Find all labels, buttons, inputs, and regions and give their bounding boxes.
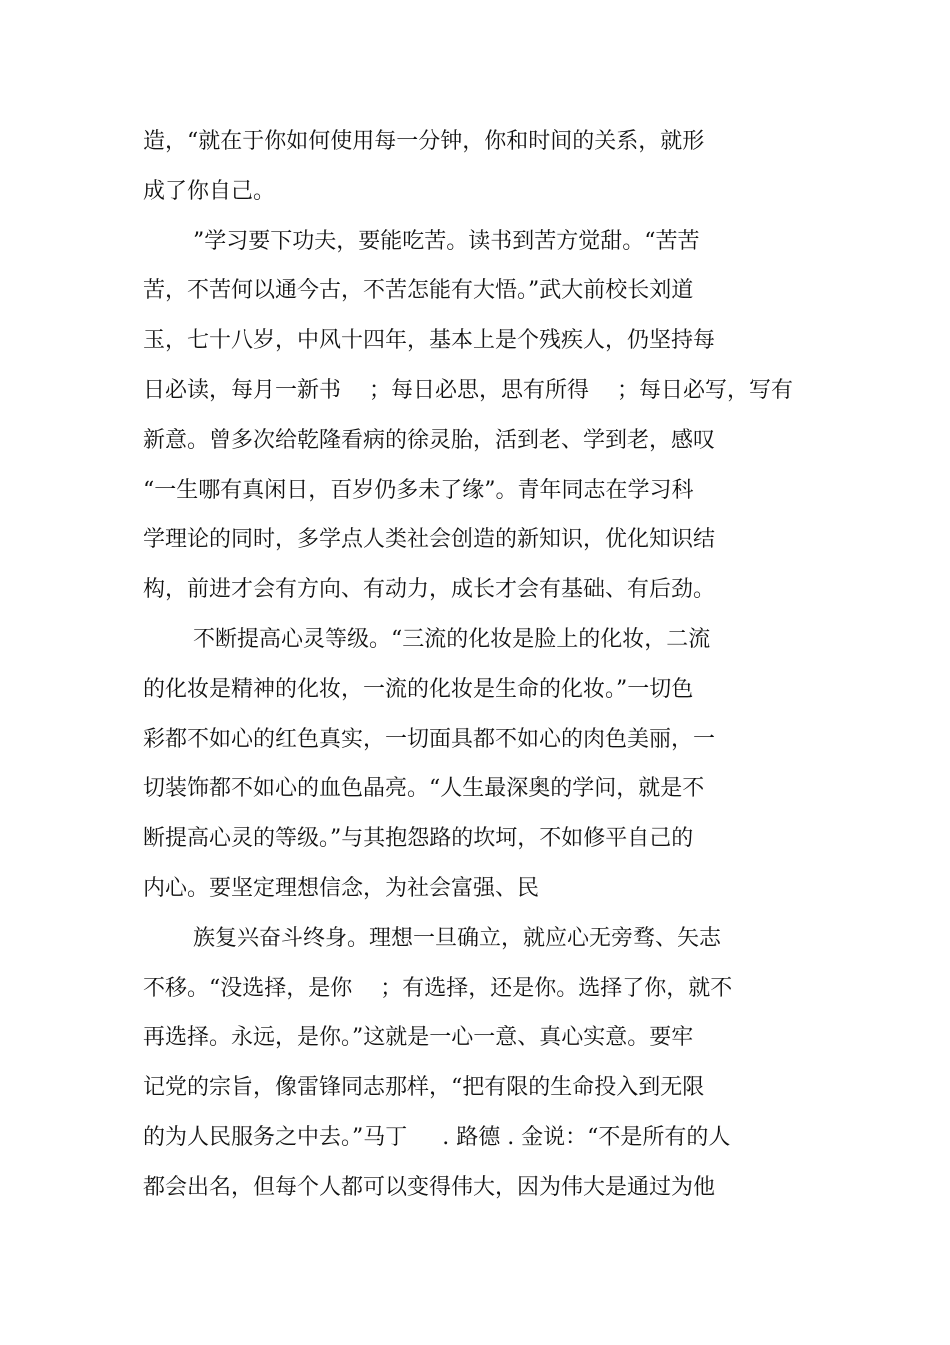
text-line: 玉，七十八岁，中风十四年，基本上是个残疾人，仍坚持每	[143, 328, 716, 353]
text-line: 彩都不如心的红色真实，一切面具都不如心的肉色美丽，一	[143, 727, 716, 752]
text-line: 的化妆是精神的化妆，一流的化妆是生命的化妆。”一切色	[143, 677, 694, 702]
text-line: 学理论的同时，多学点人类社会创造的新知识，优化知识结	[143, 527, 716, 552]
text-line: 的为人民服务之中去。”马丁 . 路德 . 金说：“不是所有的人	[143, 1125, 731, 1150]
text-line: 记党的宗旨，像雷锋同志那样，“把有限的生命投入到无限	[143, 1075, 705, 1100]
text-line: 苦，不苦何以通今古，不苦怎能有大悟。”武大前校长刘道	[143, 278, 694, 303]
text-line: ”学习要下功夫，要能吃苦。读书到苦方觉甜。“苦苦	[193, 229, 700, 254]
text-line: 构，前进才会有方向、有动力，成长才会有基础、有后劲。	[143, 577, 716, 602]
text-line: 再选择。永远，是你。”这就是一心一意、真心实意。要牢	[143, 1025, 694, 1050]
text-line: 都会出名，但每个人都可以变得伟大，因为伟大是通过为他	[143, 1175, 716, 1200]
text-line: “一生哪有真闲日，百岁仍多未了缘”。青年同志在学习科	[143, 478, 694, 503]
text-line: 造，“就在于你如何使用每一分钟，你和时间的关系，就形	[143, 129, 705, 154]
text-line: 切装饰都不如心的血色晶亮。“人生最深奥的学问，就是不	[143, 776, 705, 801]
text-line: 成了你自己。	[143, 179, 276, 204]
text-line: 不断提高心灵等级。“三流的化妆是脸上的化妆，二流	[193, 627, 711, 652]
text-line: 日必读，每月一新书 ；每日必思，思有所得 ；每日必写，写有	[143, 378, 793, 403]
text-line: 内心。要坚定理想信念，为社会富强、民	[143, 876, 540, 901]
text-line: 族复兴奋斗终身。理想一旦确立，就应心无旁骛、矢志	[193, 926, 722, 951]
text-line: 不移。“没选择，是你 ；有选择，还是你。选择了你，就不	[143, 976, 733, 1001]
text-line: 新意。曾多次给乾隆看病的徐灵胎，活到老、学到老，感叹	[143, 428, 716, 453]
text-line: 断提高心灵的等级。”与其抱怨路的坎坷，不如修平自己的	[143, 826, 694, 851]
